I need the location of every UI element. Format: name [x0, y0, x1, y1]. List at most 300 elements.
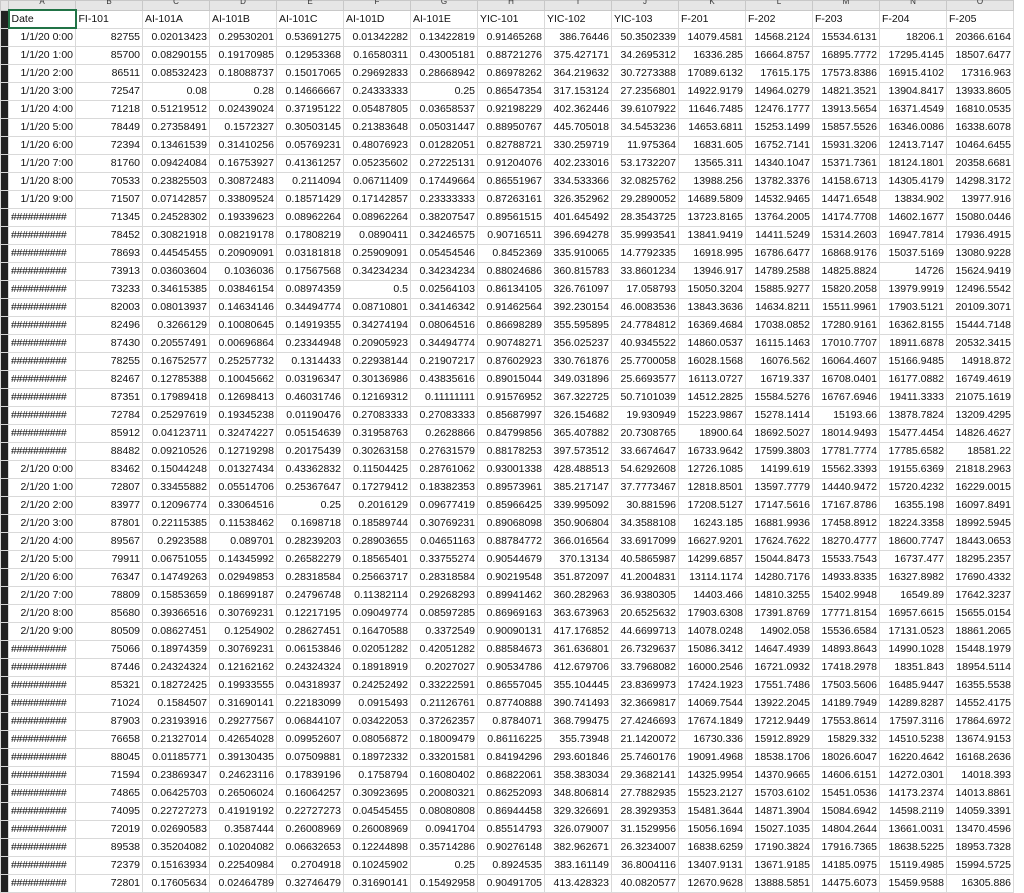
value-cell[interactable]: 16786.6477 [746, 244, 813, 262]
value-cell[interactable]: 368.799475 [545, 712, 612, 730]
value-cell[interactable]: 0.53691275 [277, 28, 344, 46]
value-cell[interactable]: 0.09677419 [411, 496, 478, 514]
value-cell[interactable]: 0.25 [411, 82, 478, 100]
value-cell[interactable]: 0.86698289 [478, 316, 545, 334]
value-cell[interactable]: 326.352962 [545, 190, 612, 208]
value-cell[interactable]: 0.87740888 [478, 694, 545, 712]
value-cell[interactable]: 17553.8614 [813, 712, 880, 730]
value-cell[interactable]: 13922.2045 [746, 694, 813, 712]
date-cell[interactable]: ########## [9, 694, 76, 712]
value-cell[interactable]: 334.533366 [545, 172, 612, 190]
value-cell[interactable]: 13565.311 [679, 154, 746, 172]
value-cell[interactable]: 383.161149 [545, 856, 612, 874]
value-cell[interactable]: 0.14919355 [277, 316, 344, 334]
value-cell[interactable]: 16220.4642 [880, 748, 947, 766]
value-cell[interactable]: 15534.6131 [813, 28, 880, 46]
value-cell[interactable]: 0.16064257 [277, 784, 344, 802]
value-cell[interactable]: 15720.4232 [880, 478, 947, 496]
value-cell[interactable]: 85700 [76, 46, 143, 64]
value-cell[interactable]: 53.1732207 [612, 154, 679, 172]
row-header[interactable] [1, 226, 9, 244]
value-cell[interactable]: 16243.185 [679, 514, 746, 532]
value-cell[interactable]: 14305.4179 [880, 172, 947, 190]
value-cell[interactable]: 16737.477 [880, 550, 947, 568]
value-cell[interactable]: 0.16080402 [411, 766, 478, 784]
value-cell[interactable]: 402.362446 [545, 100, 612, 118]
value-cell[interactable]: 16229.0015 [947, 478, 1014, 496]
row-header[interactable] [1, 154, 9, 172]
value-cell[interactable]: 0.05031447 [411, 118, 478, 136]
row-header[interactable] [1, 694, 9, 712]
value-cell[interactable]: 0.15017065 [277, 64, 344, 82]
value-cell[interactable]: 0.88950767 [478, 118, 545, 136]
value-cell[interactable]: 0.18589744 [344, 514, 411, 532]
value-cell[interactable]: 16064.4607 [813, 352, 880, 370]
value-cell[interactable]: 15037.5169 [880, 244, 947, 262]
value-cell[interactable]: 81760 [76, 154, 143, 172]
value-cell[interactable]: 72394 [76, 136, 143, 154]
column-header-n[interactable] [880, 1, 947, 11]
value-cell[interactable]: 14871.3904 [746, 802, 813, 820]
value-cell[interactable]: 19411.3333 [880, 388, 947, 406]
row-header[interactable] [1, 496, 9, 514]
value-cell[interactable]: 0.0941704 [411, 820, 478, 838]
value-cell[interactable]: 0.29692833 [344, 64, 411, 82]
value-cell[interactable]: 0.2027027 [411, 658, 478, 676]
value-cell[interactable]: 18224.3358 [880, 514, 947, 532]
value-cell[interactable]: 0.26008969 [344, 820, 411, 838]
value-cell[interactable]: 14174.7708 [813, 208, 880, 226]
value-cell[interactable]: 0.08219178 [210, 226, 277, 244]
value-cell[interactable]: 16719.337 [746, 370, 813, 388]
value-cell[interactable]: 349.031896 [545, 370, 612, 388]
value-cell[interactable]: 16947.7814 [880, 226, 947, 244]
value-cell[interactable]: 12413.7147 [880, 136, 947, 154]
value-cell[interactable]: 14411.5249 [746, 226, 813, 244]
value-cell[interactable]: 18124.1801 [880, 154, 947, 172]
value-cell[interactable]: 0.33455882 [143, 478, 210, 496]
value-cell[interactable]: 0.34494774 [411, 334, 478, 352]
value-cell[interactable]: 15086.3412 [679, 640, 746, 658]
value-cell[interactable]: 14340.1047 [746, 154, 813, 172]
value-cell[interactable]: 16000.2546 [679, 658, 746, 676]
header-cell[interactable]: AI-101E [411, 10, 478, 28]
value-cell[interactable]: 16664.8757 [746, 46, 813, 64]
value-cell[interactable]: 86511 [76, 64, 143, 82]
value-cell[interactable]: 13904.8417 [880, 82, 947, 100]
value-cell[interactable]: 71507 [76, 190, 143, 208]
row-header[interactable] [1, 766, 9, 784]
value-cell[interactable]: 14280.7176 [746, 568, 813, 586]
value-cell[interactable]: 386.76446 [545, 28, 612, 46]
value-cell[interactable]: 0.30263158 [344, 442, 411, 460]
value-cell[interactable]: 17785.6582 [880, 442, 947, 460]
value-cell[interactable]: 0.18918919 [344, 658, 411, 676]
value-cell[interactable]: 0.04123711 [143, 424, 210, 442]
value-cell[interactable]: 0.18088737 [210, 64, 277, 82]
value-cell[interactable]: 14552.4175 [947, 694, 1014, 712]
value-cell[interactable]: 13764.2005 [746, 208, 813, 226]
value-cell[interactable]: 15912.8929 [746, 730, 813, 748]
value-cell[interactable]: 73913 [76, 262, 143, 280]
value-cell[interactable]: 0.91465268 [478, 28, 545, 46]
value-cell[interactable]: 13407.9131 [679, 856, 746, 874]
value-cell[interactable]: 0.09210526 [143, 442, 210, 460]
value-cell[interactable]: 20366.6164 [947, 28, 1014, 46]
value-cell[interactable]: 0.19345238 [210, 406, 277, 424]
value-cell[interactable]: 0.16470588 [344, 622, 411, 640]
value-cell[interactable]: 16076.562 [746, 352, 813, 370]
date-cell[interactable]: ########## [9, 226, 76, 244]
value-cell[interactable]: 15820.2058 [813, 280, 880, 298]
value-cell[interactable]: 0.03846154 [210, 280, 277, 298]
value-cell[interactable]: 16113.0727 [679, 370, 746, 388]
row-header[interactable] [1, 712, 9, 730]
row-header[interactable] [1, 460, 9, 478]
value-cell[interactable]: 13209.4295 [947, 406, 1014, 424]
value-cell[interactable]: 0.14749263 [143, 568, 210, 586]
value-cell[interactable]: 0.28 [210, 82, 277, 100]
value-cell[interactable]: 13946.917 [679, 262, 746, 280]
value-cell[interactable]: 41.2004831 [612, 568, 679, 586]
value-cell[interactable]: 16177.0882 [880, 370, 947, 388]
value-cell[interactable]: 0.1584507 [143, 694, 210, 712]
date-cell[interactable]: ########## [9, 280, 76, 298]
value-cell[interactable]: 13080.9228 [947, 244, 1014, 262]
value-cell[interactable]: 18295.2357 [947, 550, 1014, 568]
column-header-k[interactable] [679, 1, 746, 11]
value-cell[interactable]: 0.01282051 [411, 136, 478, 154]
value-cell[interactable]: 15481.3644 [679, 802, 746, 820]
value-cell[interactable]: 0.33201581 [411, 748, 478, 766]
value-cell[interactable]: 0.19933555 [210, 676, 277, 694]
value-cell[interactable]: 0.08627451 [143, 622, 210, 640]
value-cell[interactable]: 54.6292608 [612, 460, 679, 478]
value-cell[interactable]: 34.3588108 [612, 514, 679, 532]
value-cell[interactable]: 0.35204082 [143, 838, 210, 856]
value-cell[interactable]: 370.13134 [545, 550, 612, 568]
value-cell[interactable]: 12670.9628 [679, 874, 746, 892]
row-header[interactable] [1, 406, 9, 424]
value-cell[interactable]: 14189.7949 [813, 694, 880, 712]
row-header[interactable] [1, 604, 9, 622]
value-cell[interactable]: 14598.2119 [880, 802, 947, 820]
date-cell[interactable]: ########## [9, 748, 76, 766]
date-cell[interactable]: ########## [9, 766, 76, 784]
value-cell[interactable]: 0.06632653 [277, 838, 344, 856]
value-cell[interactable]: 0.44545455 [143, 244, 210, 262]
date-cell[interactable]: ########## [9, 802, 76, 820]
value-cell[interactable]: 366.016564 [545, 532, 612, 550]
row-header[interactable] [1, 532, 9, 550]
value-cell[interactable]: 0.43362832 [277, 460, 344, 478]
value-cell[interactable]: 15994.5725 [947, 856, 1014, 874]
value-cell[interactable]: 0.20080321 [411, 784, 478, 802]
value-cell[interactable]: 14825.8824 [813, 262, 880, 280]
column-header-m[interactable] [813, 1, 880, 11]
value-cell[interactable]: 87430 [76, 334, 143, 352]
value-cell[interactable]: 14810.3255 [746, 586, 813, 604]
date-cell[interactable]: 2/1/20 3:00 [9, 514, 76, 532]
value-cell[interactable]: 13723.8165 [679, 208, 746, 226]
value-cell[interactable]: 14475.6073 [813, 874, 880, 892]
value-cell[interactable]: 78693 [76, 244, 143, 262]
value-cell[interactable]: 0.30769231 [411, 514, 478, 532]
value-cell[interactable]: 33.6917099 [612, 532, 679, 550]
value-cell[interactable]: 360.282963 [545, 586, 612, 604]
header-cell[interactable]: F-203 [813, 10, 880, 28]
value-cell[interactable]: 0.01185771 [143, 748, 210, 766]
value-cell[interactable]: 15056.1694 [679, 820, 746, 838]
row-header[interactable] [1, 388, 9, 406]
value-cell[interactable]: 17615.175 [746, 64, 813, 82]
value-cell[interactable]: 0.85514793 [478, 820, 545, 838]
value-cell[interactable]: 16097.8491 [947, 496, 1014, 514]
value-cell[interactable]: 0.30821918 [143, 226, 210, 244]
value-cell[interactable]: 85321 [76, 676, 143, 694]
value-cell[interactable]: 0.18565401 [344, 550, 411, 568]
date-cell[interactable]: ########## [9, 262, 76, 280]
value-cell[interactable]: 13597.7779 [746, 478, 813, 496]
value-cell[interactable]: 0.31410256 [210, 136, 277, 154]
value-cell[interactable]: 72807 [76, 478, 143, 496]
header-cell-date[interactable]: Date [9, 10, 76, 28]
value-cell[interactable]: 14634.8211 [746, 298, 813, 316]
value-cell[interactable]: 0.93001338 [478, 460, 545, 478]
value-cell[interactable]: 46.0083536 [612, 298, 679, 316]
value-cell[interactable]: 14821.3521 [813, 82, 880, 100]
value-cell[interactable]: 0.15163934 [143, 856, 210, 874]
value-cell[interactable]: 14964.0279 [746, 82, 813, 100]
value-cell[interactable]: 0.35714286 [411, 838, 478, 856]
value-cell[interactable]: 80509 [76, 622, 143, 640]
value-cell[interactable]: 15119.4985 [880, 856, 947, 874]
value-cell[interactable]: 13834.902 [880, 190, 947, 208]
value-cell[interactable]: 71345 [76, 208, 143, 226]
value-cell[interactable]: 14512.2825 [679, 388, 746, 406]
value-cell[interactable]: 13878.7824 [880, 406, 947, 424]
value-cell[interactable]: 32.3669817 [612, 694, 679, 712]
value-cell[interactable]: 0.08974359 [277, 280, 344, 298]
value-cell[interactable]: 0.26008969 [277, 820, 344, 838]
value-cell[interactable]: 0.2016129 [344, 496, 411, 514]
value-cell[interactable]: 0.28627451 [277, 622, 344, 640]
value-cell[interactable]: 17131.0523 [880, 622, 947, 640]
value-cell[interactable]: 0.15044248 [143, 460, 210, 478]
value-cell[interactable]: 16369.4684 [679, 316, 746, 334]
date-cell[interactable]: 2/1/20 4:00 [9, 532, 76, 550]
value-cell[interactable]: 0.08290155 [143, 46, 210, 64]
value-cell[interactable]: 16485.9447 [880, 676, 947, 694]
value-cell[interactable]: 0.28761062 [411, 460, 478, 478]
value-cell[interactable]: 0.85966425 [478, 496, 545, 514]
value-cell[interactable]: 0.10045662 [210, 370, 277, 388]
value-cell[interactable]: 40.5865987 [612, 550, 679, 568]
value-cell[interactable]: 13913.5654 [813, 100, 880, 118]
date-cell[interactable]: 1/1/20 5:00 [9, 118, 76, 136]
value-cell[interactable]: 82496 [76, 316, 143, 334]
value-cell[interactable]: 16346.0086 [880, 118, 947, 136]
value-cell[interactable]: 0.21907217 [411, 352, 478, 370]
value-cell[interactable]: 355.595895 [545, 316, 612, 334]
value-cell[interactable]: 18206.1 [880, 28, 947, 46]
value-cell[interactable]: 0.05769231 [277, 136, 344, 154]
value-cell[interactable]: 0.90716511 [478, 226, 545, 244]
value-cell[interactable]: 14918.872 [947, 352, 1014, 370]
date-cell[interactable]: ########## [9, 856, 76, 874]
value-cell[interactable]: 0.18009479 [411, 730, 478, 748]
value-cell[interactable]: 0.09049774 [344, 604, 411, 622]
value-cell[interactable]: 13843.3636 [679, 298, 746, 316]
value-cell[interactable]: 15857.5526 [813, 118, 880, 136]
value-cell[interactable]: 17418.2978 [813, 658, 880, 676]
row-header[interactable] [1, 676, 9, 694]
value-cell[interactable]: 72801 [76, 874, 143, 892]
value-cell[interactable]: 0.17449664 [411, 172, 478, 190]
value-cell[interactable]: 16918.995 [679, 244, 746, 262]
value-cell[interactable]: 17167.8786 [813, 496, 880, 514]
value-cell[interactable]: 17781.7774 [813, 442, 880, 460]
value-cell[interactable]: 0.23825503 [143, 172, 210, 190]
value-cell[interactable]: 0.08710801 [344, 298, 411, 316]
value-cell[interactable]: 17916.7365 [813, 838, 880, 856]
value-cell[interactable]: 0.3266129 [143, 316, 210, 334]
column-header-l[interactable] [746, 1, 813, 11]
value-cell[interactable]: 0.33222591 [411, 676, 478, 694]
value-cell[interactable]: 71024 [76, 694, 143, 712]
value-cell[interactable]: 0.08056872 [344, 730, 411, 748]
value-cell[interactable]: 15444.7148 [947, 316, 1014, 334]
value-cell[interactable]: 0.86969163 [478, 604, 545, 622]
value-cell[interactable]: 0.24324324 [277, 658, 344, 676]
value-cell[interactable]: 37.7773467 [612, 478, 679, 496]
row-header[interactable] [1, 118, 9, 136]
value-cell[interactable]: 15885.9277 [746, 280, 813, 298]
value-cell[interactable]: 33.8601234 [612, 262, 679, 280]
value-cell[interactable]: 33.6674647 [612, 442, 679, 460]
row-header[interactable] [1, 46, 9, 64]
value-cell[interactable]: 0.10080645 [210, 316, 277, 334]
value-cell[interactable]: 0.86557045 [478, 676, 545, 694]
date-cell[interactable]: ########## [9, 838, 76, 856]
row-header[interactable] [1, 244, 9, 262]
date-cell[interactable]: ########## [9, 406, 76, 424]
value-cell[interactable]: 16957.6615 [880, 604, 947, 622]
row-header[interactable] [1, 28, 9, 46]
value-cell[interactable]: 14440.9472 [813, 478, 880, 496]
value-cell[interactable]: 351.872097 [545, 568, 612, 586]
value-cell[interactable]: 0.29530201 [210, 28, 277, 46]
value-cell[interactable]: 16371.4549 [880, 100, 947, 118]
value-cell[interactable]: 14990.1028 [880, 640, 947, 658]
value-cell[interactable]: 0.28239203 [277, 532, 344, 550]
value-cell[interactable]: 0.25663717 [344, 568, 411, 586]
value-cell[interactable]: 0.01190476 [277, 406, 344, 424]
value-cell[interactable]: 32.0825762 [612, 172, 679, 190]
value-cell[interactable]: 0.20175439 [277, 442, 344, 460]
value-cell[interactable]: 0.28318584 [277, 568, 344, 586]
value-cell[interactable]: 0.85687997 [478, 406, 545, 424]
value-cell[interactable]: 23.8369973 [612, 676, 679, 694]
value-cell[interactable]: 20.7308765 [612, 424, 679, 442]
value-cell[interactable]: 17316.963 [947, 64, 1014, 82]
date-cell[interactable]: ########## [9, 820, 76, 838]
date-cell[interactable]: ########## [9, 334, 76, 352]
value-cell[interactable]: 0.84799856 [478, 424, 545, 442]
value-cell[interactable]: 0.10204082 [210, 838, 277, 856]
value-cell[interactable]: 355.73948 [545, 730, 612, 748]
value-cell[interactable]: 0.26582279 [277, 550, 344, 568]
value-cell[interactable]: 0.41919192 [210, 802, 277, 820]
value-cell[interactable]: 0.06844107 [277, 712, 344, 730]
value-cell[interactable]: 14158.6713 [813, 172, 880, 190]
value-cell[interactable]: 0.12217195 [277, 604, 344, 622]
header-cell[interactable]: AI-101A [143, 10, 210, 28]
value-cell[interactable]: 390.741493 [545, 694, 612, 712]
value-cell[interactable]: 385.217147 [545, 478, 612, 496]
value-cell[interactable]: 0.27083333 [344, 406, 411, 424]
value-cell[interactable]: 14647.4939 [746, 640, 813, 658]
value-cell[interactable]: 30.7273388 [612, 64, 679, 82]
header-cell[interactable]: YIC-103 [612, 10, 679, 28]
value-cell[interactable]: 0.89561515 [478, 208, 545, 226]
date-cell[interactable]: 2/1/20 8:00 [9, 604, 76, 622]
value-cell[interactable]: 0.89573961 [478, 478, 545, 496]
value-cell[interactable]: 0.86978262 [478, 64, 545, 82]
value-cell[interactable]: 0.86944458 [478, 802, 545, 820]
value-cell[interactable]: 0.88178253 [478, 442, 545, 460]
date-cell[interactable]: 1/1/20 7:00 [9, 154, 76, 172]
row-header[interactable] [1, 874, 9, 892]
value-cell[interactable]: 0.25257732 [210, 352, 277, 370]
value-cell[interactable]: 0.5 [344, 280, 411, 298]
value-cell[interactable]: 0.02051282 [344, 640, 411, 658]
value-cell[interactable]: 0.11111111 [411, 388, 478, 406]
value-cell[interactable]: 355.104445 [545, 676, 612, 694]
date-cell[interactable]: ########## [9, 370, 76, 388]
value-cell[interactable]: 0.37195122 [277, 100, 344, 118]
value-cell[interactable]: 0.33064516 [210, 496, 277, 514]
value-cell[interactable]: 0.25 [277, 496, 344, 514]
value-cell[interactable]: 0.03658537 [411, 100, 478, 118]
value-cell[interactable]: 15166.9485 [880, 352, 947, 370]
value-cell[interactable]: 13674.9153 [947, 730, 1014, 748]
value-cell[interactable]: 14299.6857 [679, 550, 746, 568]
value-cell[interactable]: 40.9345522 [612, 334, 679, 352]
value-cell[interactable]: 0.2704918 [277, 856, 344, 874]
value-cell[interactable]: 14471.6548 [813, 190, 880, 208]
value-cell[interactable]: 14403.466 [679, 586, 746, 604]
row-header[interactable] [1, 370, 9, 388]
value-cell[interactable]: 16327.8982 [880, 568, 947, 586]
value-cell[interactable]: 18861.2065 [947, 622, 1014, 640]
value-cell[interactable]: 350.906804 [545, 514, 612, 532]
value-cell[interactable]: 27.2356801 [612, 82, 679, 100]
value-cell[interactable]: 392.230154 [545, 298, 612, 316]
value-cell[interactable]: 13977.916 [947, 190, 1014, 208]
value-cell[interactable]: 0.18699187 [210, 586, 277, 604]
value-cell[interactable]: 13933.8605 [947, 82, 1014, 100]
value-cell[interactable]: 0.00696864 [210, 334, 277, 352]
value-cell[interactable]: 0.89941462 [478, 586, 545, 604]
value-cell[interactable]: 19155.6369 [880, 460, 947, 478]
value-cell[interactable]: 0.05454546 [411, 244, 478, 262]
value-cell[interactable]: 17674.1849 [679, 712, 746, 730]
value-cell[interactable]: 0.24796748 [277, 586, 344, 604]
value-cell[interactable]: 0.17839196 [277, 766, 344, 784]
header-cell[interactable]: F-202 [746, 10, 813, 28]
value-cell[interactable]: 401.645492 [545, 208, 612, 226]
